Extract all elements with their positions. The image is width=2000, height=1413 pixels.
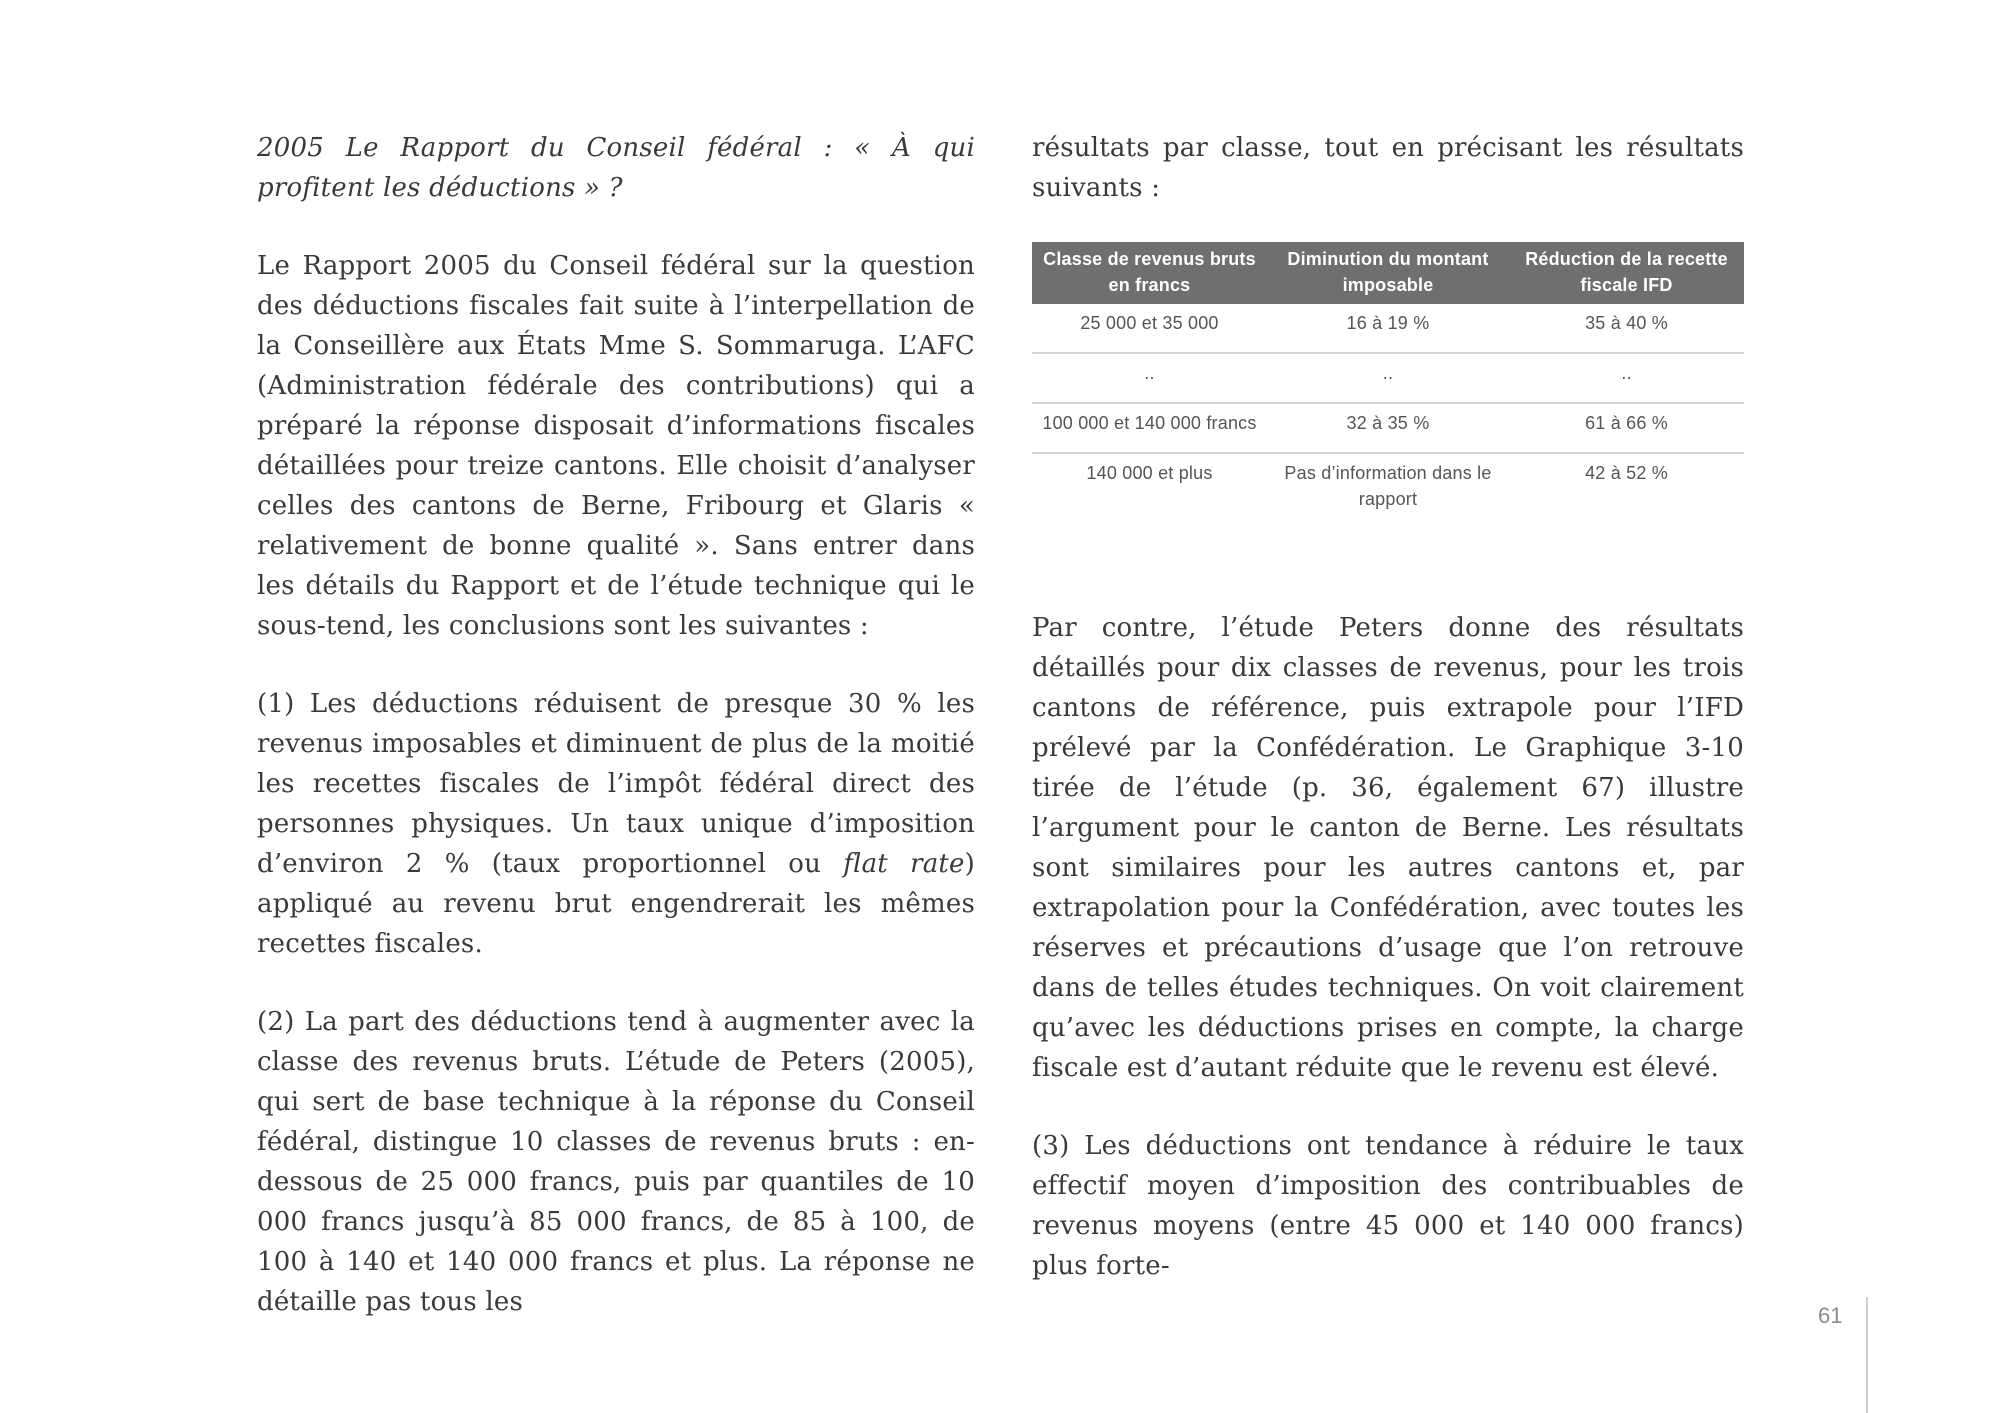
table-cell: 42 à 52 % (1585, 463, 1668, 483)
paragraph (257, 684, 975, 964)
page-number: 61 (1818, 1303, 1843, 1328)
left-column (257, 128, 975, 1322)
paragraph: (2) La part des déductions tend à augmenter avec la classe des revenus bruts. L’étude de Peters (2005), qui sert de base technique à la réponse du Conseil fédéral, distingue 10 classes de revenus bruts : en-dessous de 25 000 francs, puis par quantiles de 10 000 francs jusqu’à 85 000 francs, de 85 à 100, de 100 à 140 et 140 000 francs et plus. La réponse ne détaille pas tous les (257, 1007, 975, 1317)
table-cell: 25 000 et 35 000 (1032, 304, 1267, 353)
paragraph: (3) Les déductions ont tendance à réduire le taux effectif moyen d’imposition des contribuables de revenus moyens (entre 45 000 et 140 000 francs) plus forte- (1032, 1131, 1744, 1281)
table-cell: 61 à 66 % (1509, 403, 1744, 453)
paragraph: Par contre, l’étude Peters donne des résultats détaillés pour dix classes de revenus, pour les trois cantons de référence, puis extrapole pour l’IFD prélevé par la Confédération. Le Graphique 3-10 tirée de l’étude (p. 36, également 67) illustre l’argument pour le canton de Berne. Les résultats sont similaires pour les autres cantons et, par extrapolation pour la Confédération, avec toutes les réserves et précautions d’usage que l’on retrouve dans de telles études techniques. On voit clairement qu’avec les déductions prises en compte, la charge fiscale est d’autant réduite que le revenu est élevé. (1032, 613, 1744, 1083)
table-cell: Pas d’information dans le rapport (1284, 463, 1492, 509)
table-cell: 100 000 et 140 000 francs (1032, 403, 1267, 453)
table-cell: .. (1267, 353, 1509, 403)
table-row (1032, 304, 1744, 353)
right-column (1032, 128, 1744, 1286)
table-header-row (1032, 242, 1744, 304)
table-cell: 16 à 19 % (1267, 304, 1509, 353)
paragraph: Le Rapport 2005 du Conseil fédéral sur la question des déductions fiscales fait suite à l’interpellation de la Conseillère aux États Mme S. Sommaruga. L’AFC (Administration fédérale des contributions) qui a préparé la réponse disposait d’informations fiscales détaillées pour treize cantons. Elle choisit d’analyser celles des cantons de Berne, Fribourg et Glaris « relativement de bonne qualité ». Sans entrer dans les détails du Rapport et de l’étude technique qui le sous-tend, les conclusions sont les suivantes : (257, 251, 975, 641)
paragraph: résultats par classe, tout en précisant les résultats suivants : (1032, 133, 1744, 203)
table-cell: .. (1032, 353, 1267, 403)
table-header-cell: Diminution du montant imposable (1267, 242, 1509, 304)
table-cell: 35 à 40 % (1509, 304, 1744, 353)
paragraph-text: (1) Les déductions réduisent de presque 30 % les revenus imposables et diminuent de plus de la moitié les recettes fiscales de l’impôt fédéral direct des personnes physiques. Un taux unique d’imposition d’environ 2 % (taux proportionnel ou (257, 689, 975, 879)
table-row (1032, 453, 1744, 528)
table-cell: 32 à 35 % (1267, 403, 1509, 453)
table-row (1032, 403, 1744, 453)
table-cell: .. (1509, 353, 1744, 403)
table-cell: 140 000 et plus (1086, 463, 1213, 483)
page-rule (1866, 1297, 1868, 1413)
table-header-cell: Réduction de la recette fiscale IFD (1509, 242, 1744, 304)
paragraph-text: ) appliqué au revenu brut engendrerait les mêmes recettes fiscales. (257, 849, 975, 959)
table-header-cell: Classe de revenus bruts en francs (1032, 242, 1267, 304)
section-heading: 2005 Le Rapport du Conseil fédéral : « À qui profitent les déductions » ? (257, 133, 975, 203)
emphasized-text: flat rate (843, 849, 965, 879)
table-row (1032, 353, 1744, 403)
deductions-table (1032, 242, 1744, 528)
